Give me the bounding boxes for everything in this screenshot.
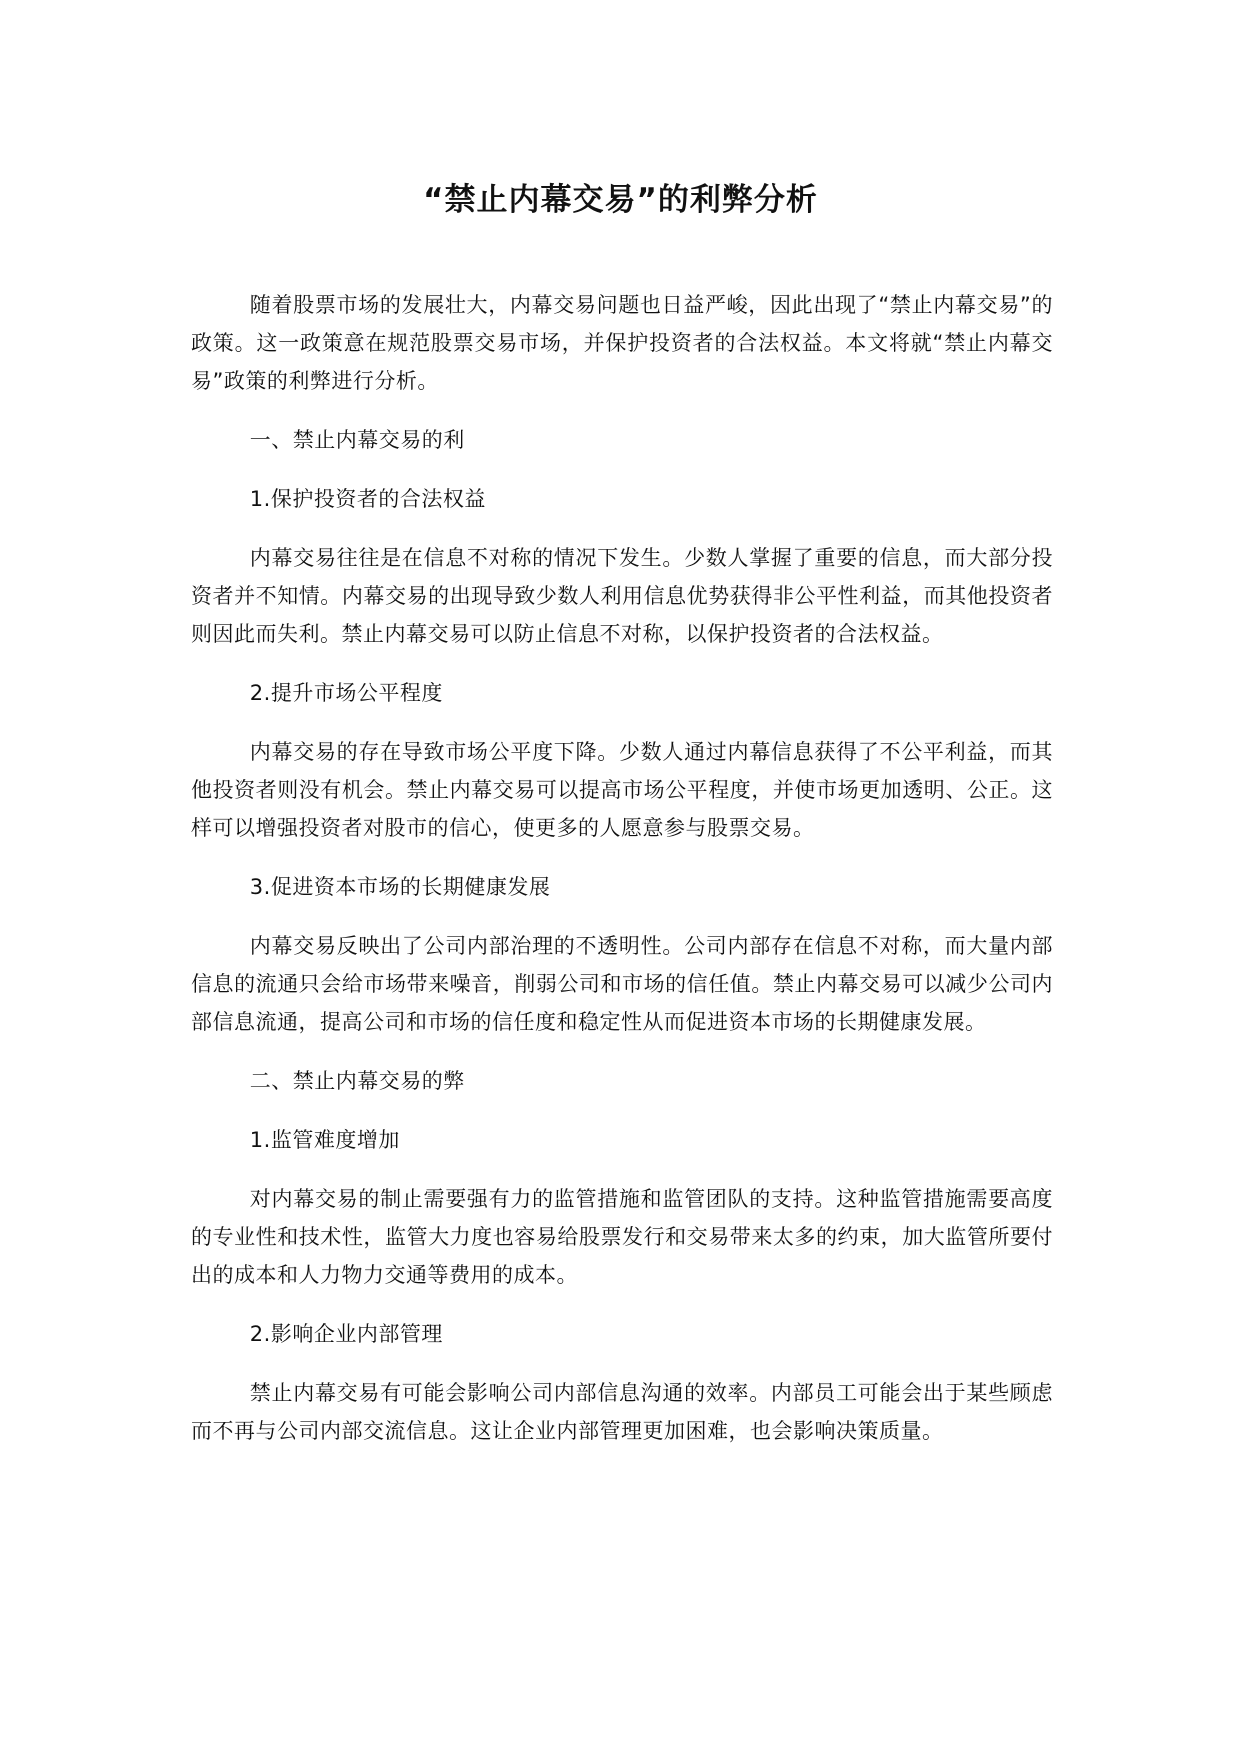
paragraph-capital-market-development: 内幕交易反映出了公司内部治理的不透明性。公司内部存在信息不对称，而大量内部信息的流通只会给市场带来噪音，削弱公司和市场的信任值。禁止内幕交易可以减少公司内部信息流通，提高公司和市场的信任度和稳定性从而促进资本市场的长期健康发展。 <box>191 934 1053 1034</box>
subheading-internal-management: 2.影响企业内部管理 <box>249 1322 443 1346</box>
section-heading-cons: 二、禁止内幕交易的弊 <box>249 1069 465 1093</box>
section-heading-pros: 一、禁止内幕交易的利 <box>249 428 465 452</box>
subheading-protect-investors: 1.保护投资者的合法权益 <box>249 487 486 511</box>
document-body <box>191 286 1053 1471</box>
subheading-regulation-difficulty: 1.监管难度增加 <box>249 1128 400 1152</box>
subheading-market-fairness: 2.提升市场公平程度 <box>249 681 443 705</box>
subheading-capital-market-development: 3.促进资本市场的长期健康发展 <box>249 875 551 899</box>
paragraph-internal-management: 禁止内幕交易有可能会影响公司内部信息沟通的效率。内部员工可能会出于某些顾虑而不再与公司内部交流信息。这让企业内部管理更加困难，也会影响决策质量。 <box>191 1381 1053 1443</box>
document-title: “禁止内幕交易”的利弊分析 <box>423 182 818 218</box>
paragraph-protect-investors: 内幕交易往往是在信息不对称的情况下发生。少数人掌握了重要的信息，而大部分投资者并不知情。内幕交易的出现导致少数人利用信息优势获得非公平性利益，而其他投资者则因此而失利。禁止内幕交易可以防止信息不对称，以保护投资者的合法权益。 <box>191 546 1053 646</box>
paragraph-regulation-difficulty: 对内幕交易的制止需要强有力的监管措施和监管团队的支持。这种监管措施需要高度的专业性和技术性，监管大力度也容易给股票发行和交易带来太多的约束，加大监管所要付出的成本和人力物力交通等费用的成本。 <box>191 1187 1053 1287</box>
intro-paragraph: 随着股票市场的发展壮大，内幕交易问题也日益严峻，因此出现了“禁止内幕交易”的政策。这一政策意在规范股票交易市场，并保护投资者的合法权益。本文将就“禁止内幕交易”政策的利弊进行分析。 <box>191 293 1053 393</box>
paragraph-market-fairness: 内幕交易的存在导致市场公平度下降。少数人通过内幕信息获得了不公平利益，而其他投资者则没有机会。禁止内幕交易可以提高市场公平程度，并使市场更加透明、公正。这样可以增强投资者对股市的信心，使更多的人愿意参与股票交易。 <box>191 740 1053 840</box>
